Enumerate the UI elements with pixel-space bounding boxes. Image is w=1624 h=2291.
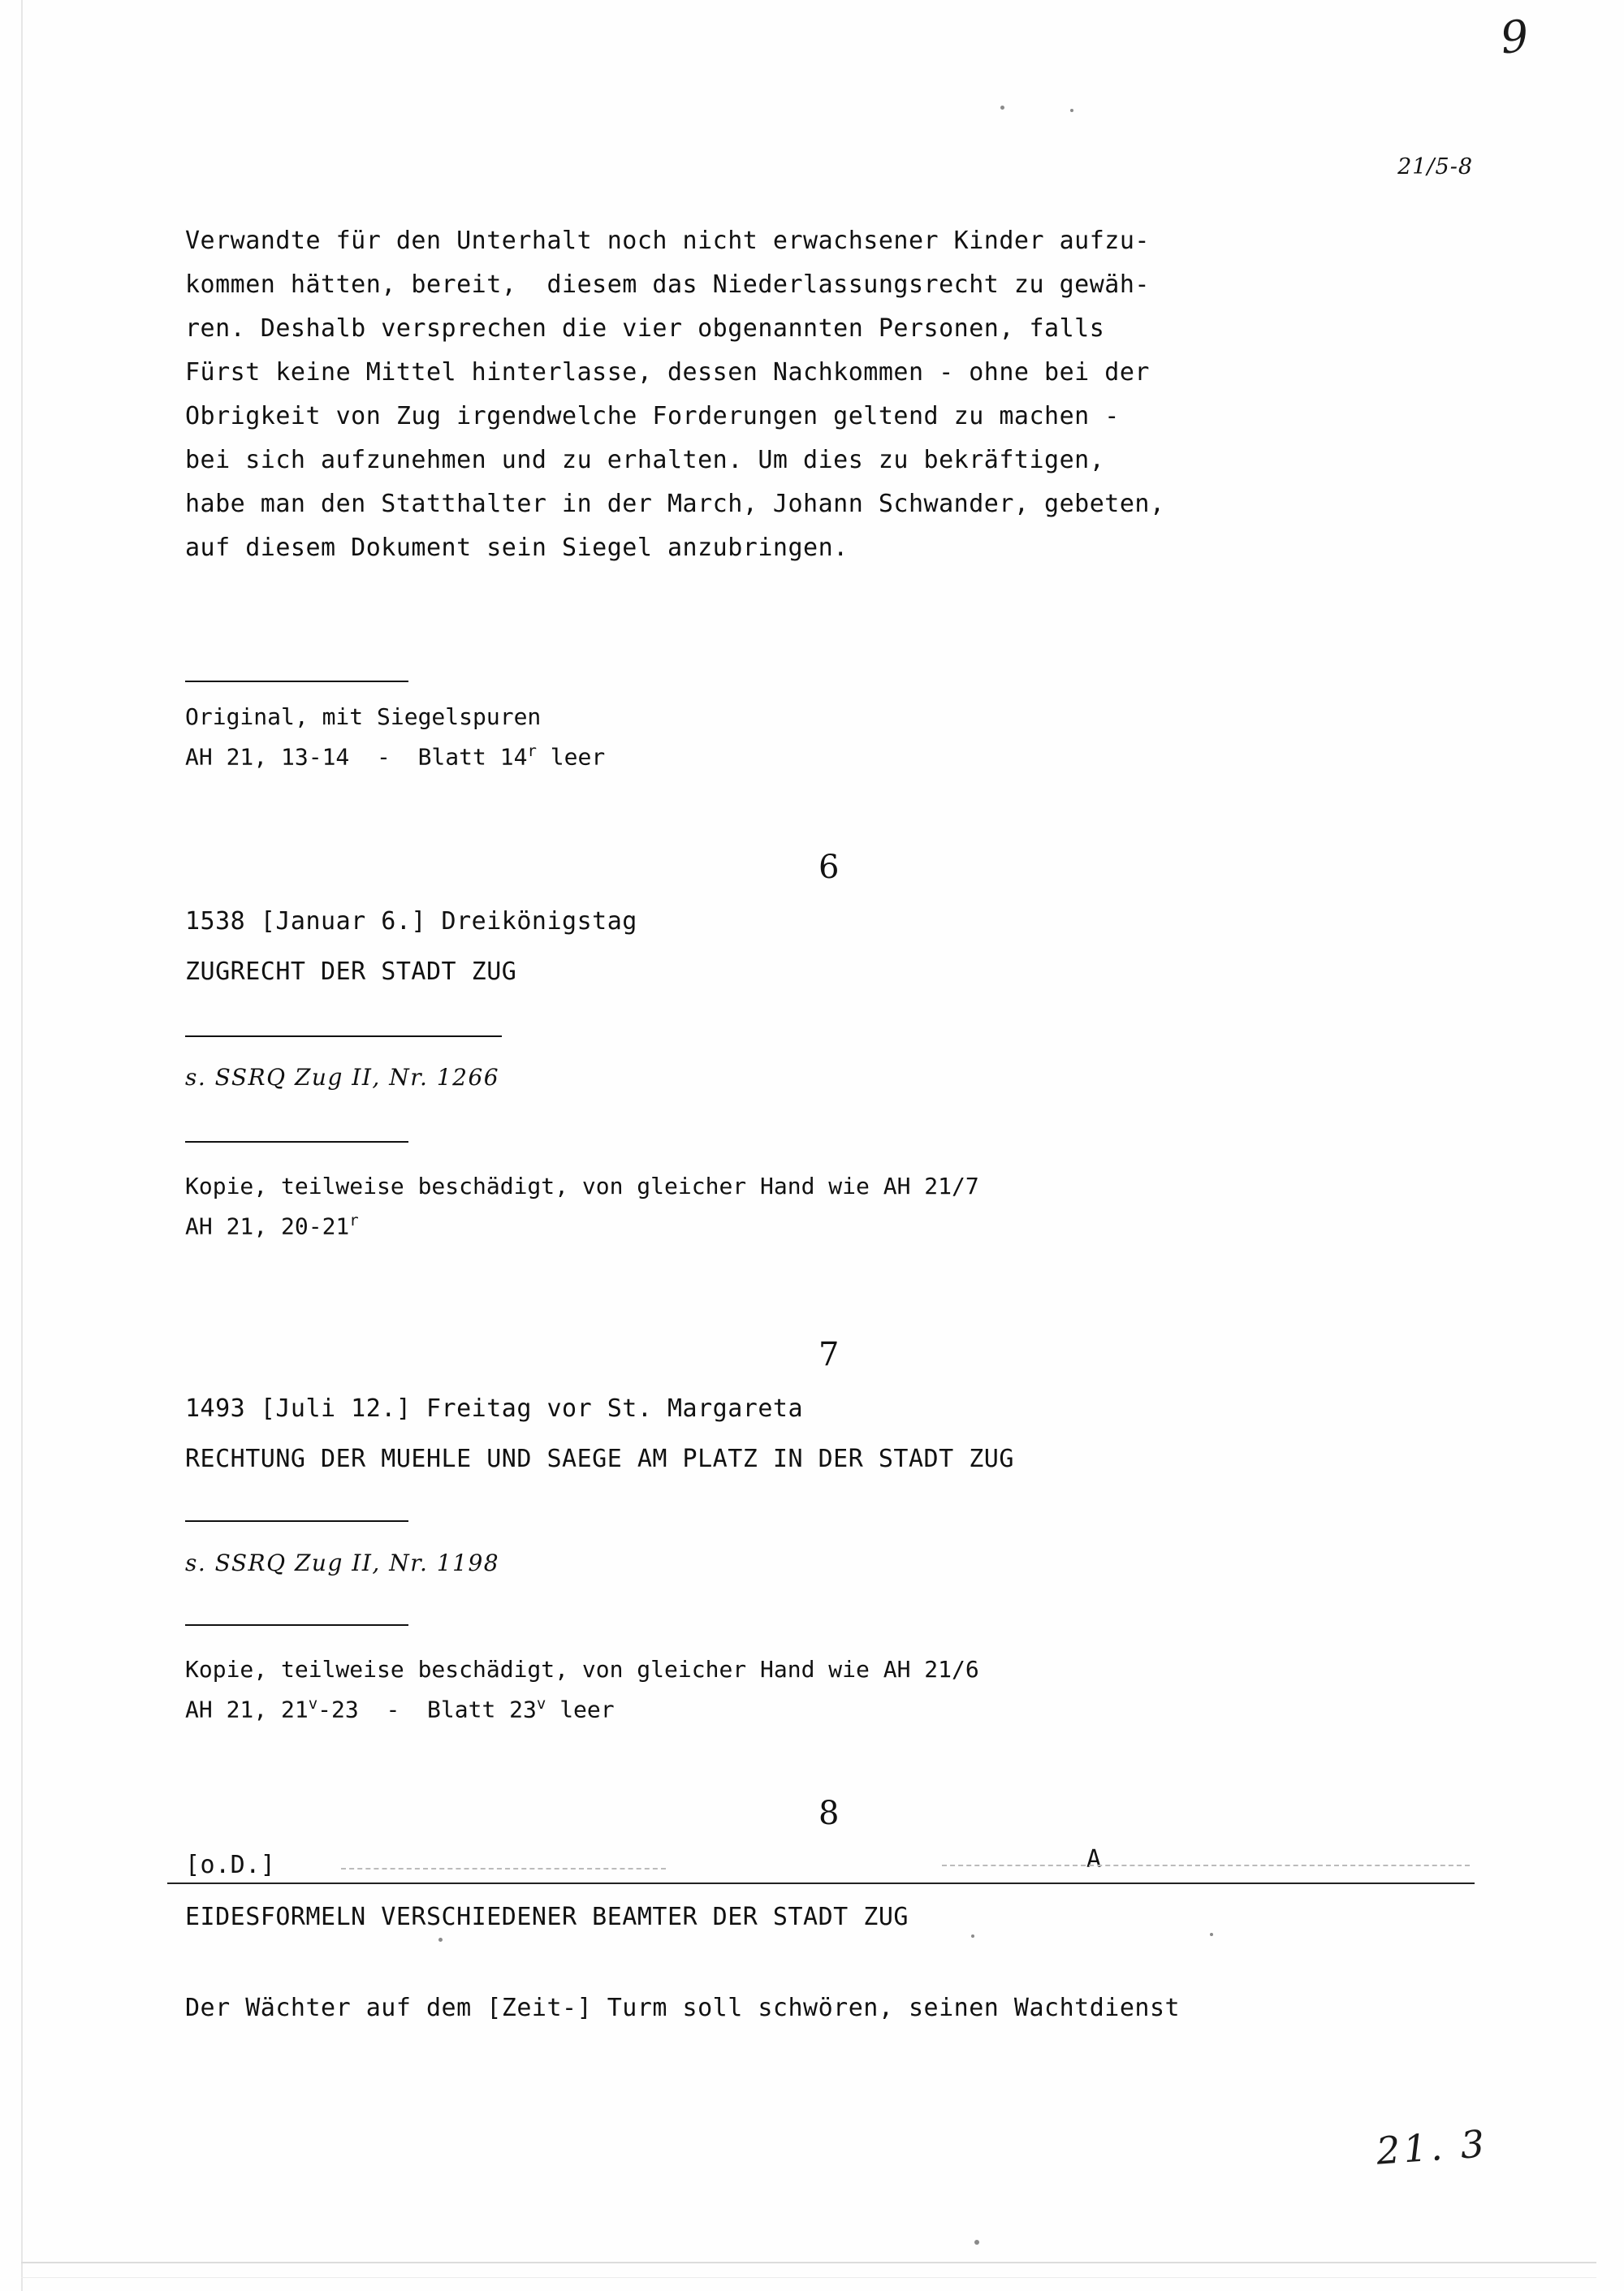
shelfmark-text: AH 21, 13-14 - Blatt 14 bbox=[185, 743, 528, 771]
handwritten-page-number: 9 bbox=[1497, 10, 1531, 64]
section-6-date: 1538 [Januar 6.] Dreikönigstag bbox=[185, 907, 637, 936]
shelfmark-mid: -23 - Blatt 23 bbox=[317, 1696, 537, 1723]
section-7-reference: s. SSRQ Zug II, Nr. 1198 bbox=[185, 1550, 500, 1576]
scan-artifact-line bbox=[341, 1868, 666, 1870]
shelfmark-text: AH 21, 20-21 bbox=[185, 1213, 350, 1240]
section-6-shelfmark bbox=[185, 1204, 359, 1243]
folio-reference: 21/5-8 bbox=[1397, 154, 1473, 179]
scan-speck bbox=[974, 2240, 979, 2245]
folio-recto-marker: r bbox=[527, 742, 537, 760]
section-7-title: RECHTUNG DER MUEHLE UND SAEGE AM PLATZ IN DER STADT ZUG bbox=[185, 1445, 1014, 1473]
scan-speck bbox=[971, 1934, 974, 1938]
scan-speck bbox=[438, 1938, 443, 1942]
section-8-rule bbox=[167, 1883, 1475, 1884]
body-line: bei sich aufzunehmen und zu erhalten. Um dies zu bekräftigen, bbox=[185, 446, 1105, 474]
body-line: Verwandte für den Unterhalt noch nicht erwachsener Kinder aufzu- bbox=[185, 227, 1150, 255]
body-line: kommen hätten, bereit, diesem das Niederlassungsrecht zu gewäh- bbox=[185, 270, 1150, 299]
body-paragraph bbox=[185, 219, 1484, 570]
divider-rule bbox=[185, 1520, 408, 1522]
section-6-title: ZUGRECHT DER STADT ZUG bbox=[185, 957, 517, 986]
section-6-reference: s. SSRQ Zug II, Nr. 1266 bbox=[185, 1064, 500, 1091]
body-line: habe man den Statthalter in der March, Johann Schwander, gebeten, bbox=[185, 490, 1165, 518]
source-note-1 bbox=[185, 700, 541, 734]
handwritten-bottom-number: 21. 3 bbox=[1375, 2121, 1489, 2173]
scan-speck bbox=[1070, 109, 1073, 112]
divider-rule bbox=[185, 681, 408, 682]
section-7-date: 1493 [Juli 12.] Freitag vor St. Margareta bbox=[185, 1394, 804, 1423]
scan-speck bbox=[1210, 1933, 1213, 1936]
body-line: Obrigkeit von Zug irgendwelche Forderungen geltend zu machen - bbox=[185, 402, 1120, 430]
section-8-date: [o.D.] bbox=[185, 1851, 276, 1879]
source-note-1-shelfmark bbox=[185, 734, 605, 774]
divider-rule bbox=[185, 1035, 502, 1037]
scan-artifact-line bbox=[942, 1865, 1470, 1866]
shelfmark-suffix: leer bbox=[536, 743, 606, 771]
shelfmark-text: AH 21, 21 bbox=[185, 1696, 309, 1723]
shelfmark-suffix: leer bbox=[546, 1696, 615, 1723]
section-8-text: Der Wächter auf dem [Zeit-] Turm soll schwören, seinen Wachtdienst bbox=[185, 1994, 1181, 2022]
section-8-marker: A bbox=[1086, 1845, 1102, 1874]
scan-speck bbox=[1000, 106, 1004, 110]
section-number-6: 6 bbox=[818, 849, 840, 886]
divider-rule bbox=[185, 1141, 408, 1143]
section-number-7: 7 bbox=[818, 1336, 840, 1373]
folio-verso-marker: v bbox=[536, 1695, 546, 1713]
body-line: Fürst keine Mittel hinterlasse, dessen Nachkommen - ohne bei der bbox=[185, 358, 1150, 387]
source-note-1-line1: Original, mit Siegelspuren bbox=[185, 703, 542, 730]
section-8-title: EIDESFORMELN VERSCHIEDENER BEAMTER DER STADT ZUG bbox=[185, 1903, 909, 1931]
section-7-shelfmark bbox=[185, 1687, 615, 1727]
body-line: ren. Deshalb versprechen die vier obgenannten Personen, falls bbox=[185, 314, 1105, 343]
folio-recto-marker: r bbox=[349, 1212, 359, 1230]
section-7-note-line1: Kopie, teilweise beschädigt, von gleicher Hand wie AH 21/6 bbox=[185, 1656, 979, 1683]
section-number-8: 8 bbox=[818, 1795, 840, 1832]
divider-rule bbox=[185, 1624, 408, 1626]
body-line: auf diesem Dokument sein Siegel anzubringen. bbox=[185, 534, 849, 562]
folio-verso-marker: v bbox=[308, 1695, 318, 1713]
section-6-note-line1: Kopie, teilweise beschädigt, von gleicher Hand wie AH 21/7 bbox=[185, 1173, 979, 1200]
